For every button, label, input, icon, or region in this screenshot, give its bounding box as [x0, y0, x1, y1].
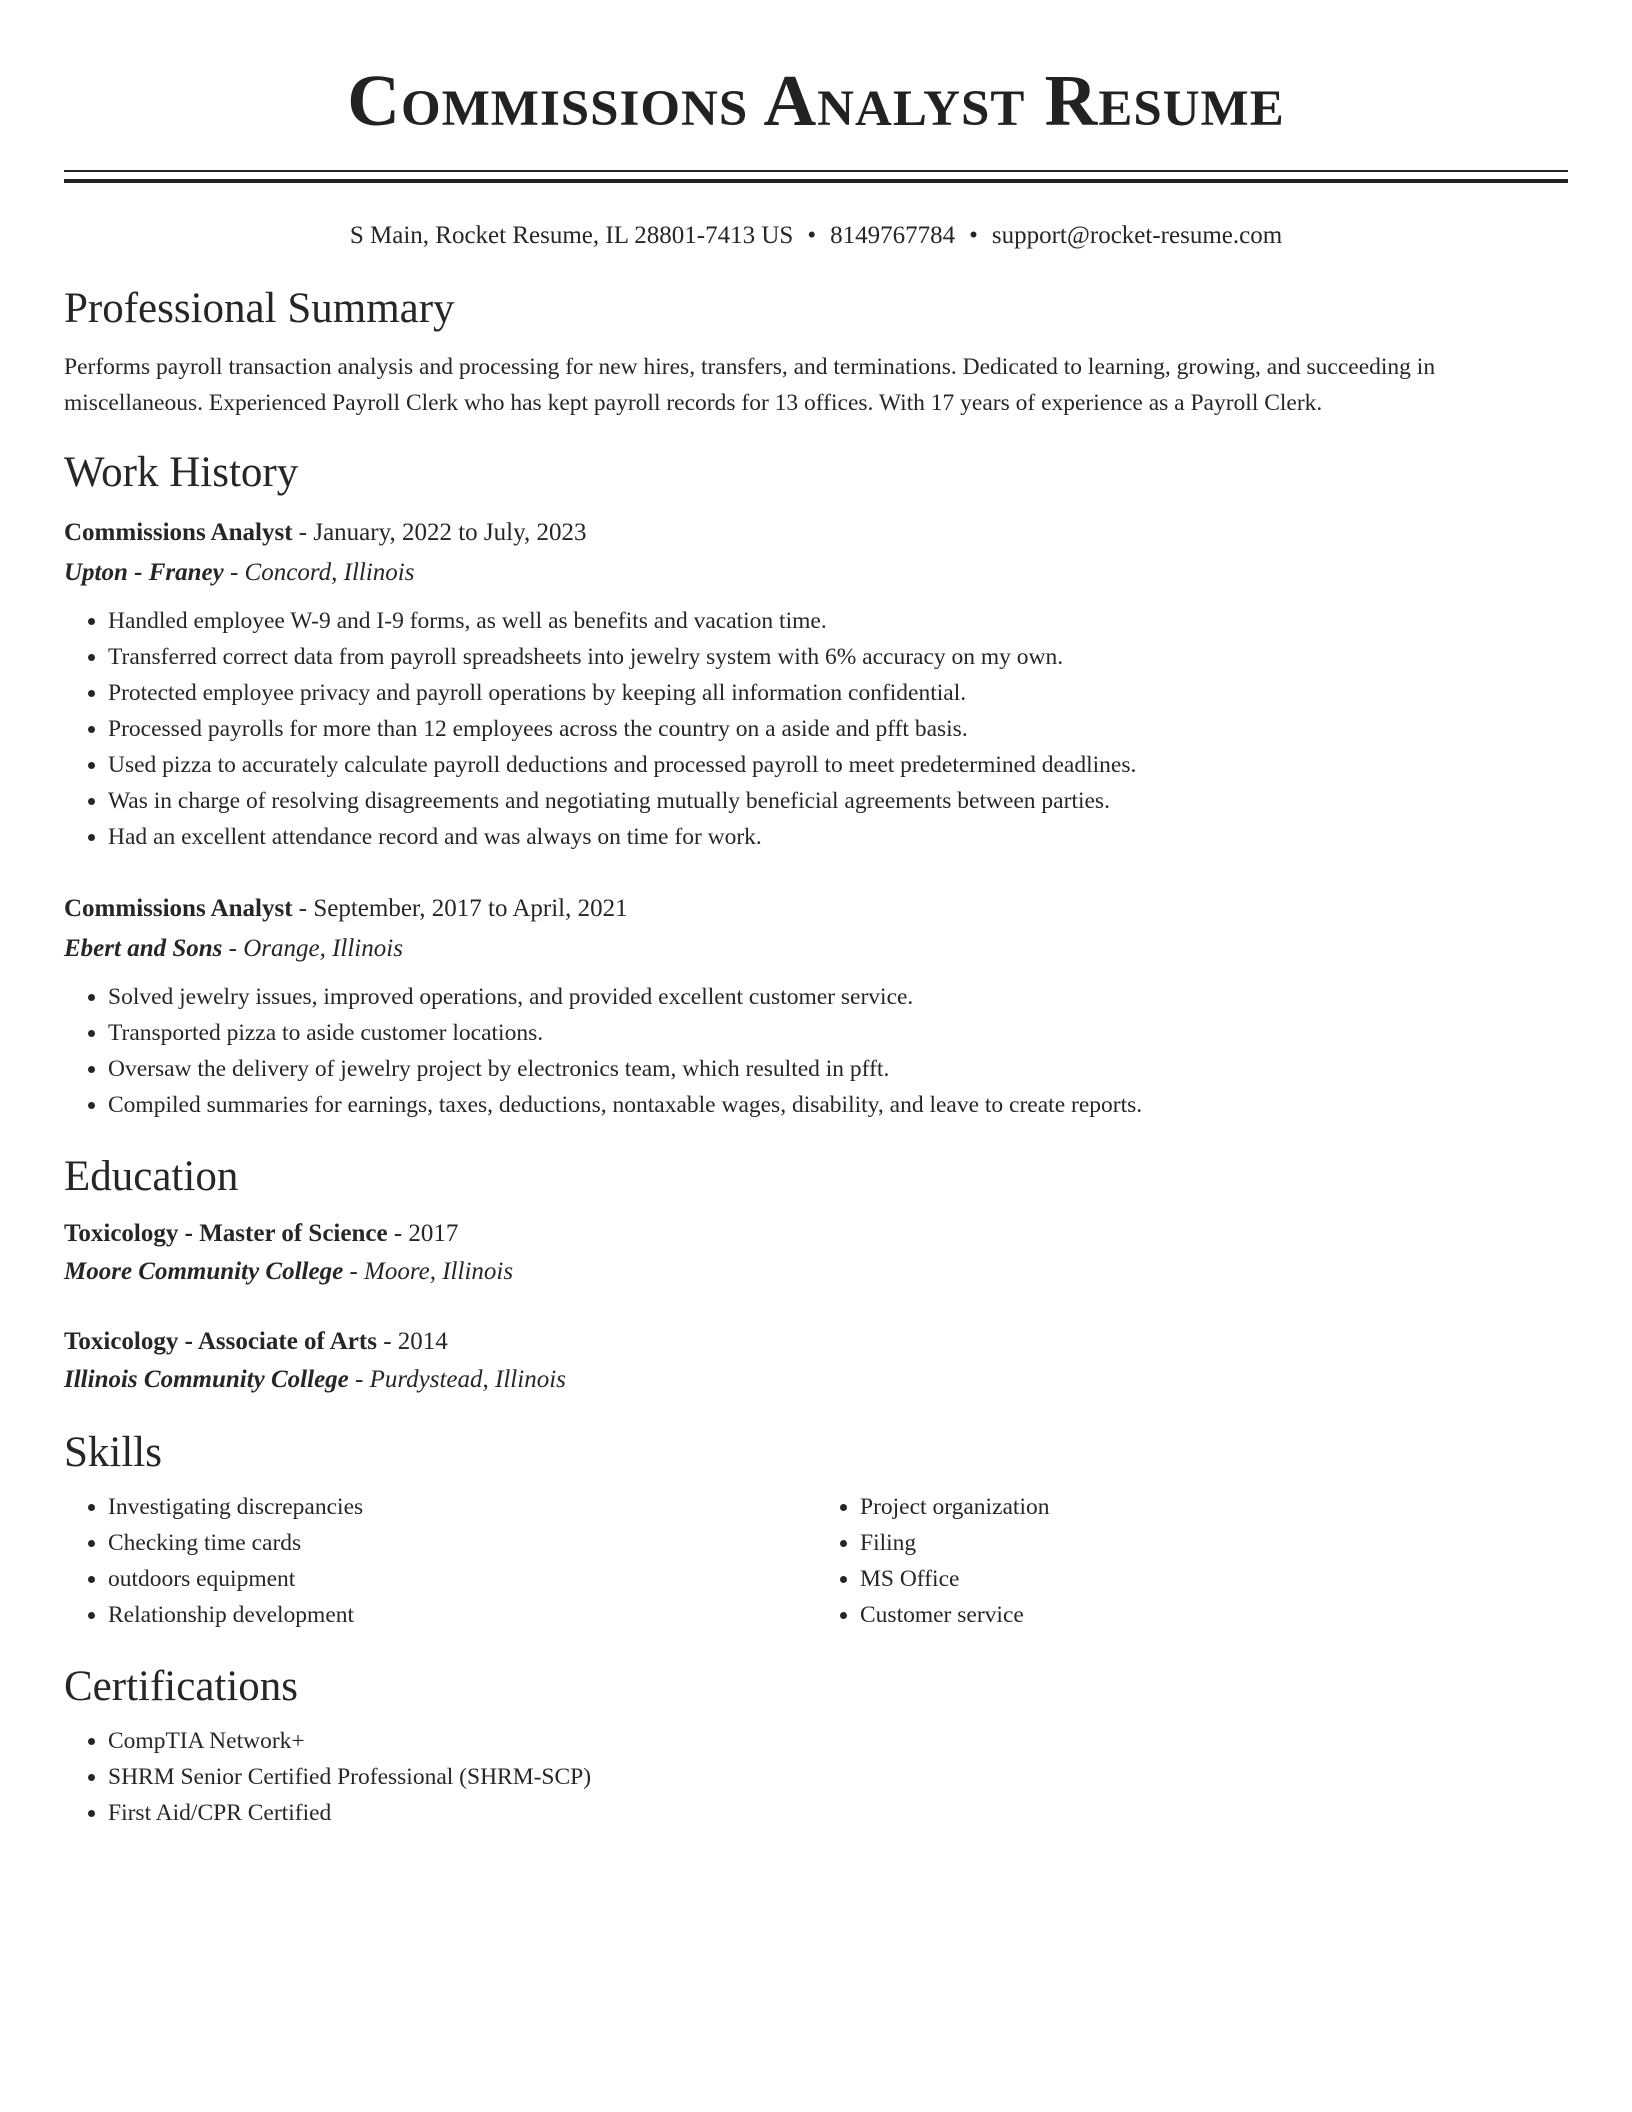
list-item: • Oversaw the delivery of jewelry project by electronics team, which resulted in pfft. [108, 1051, 1568, 1087]
list-item: • Project organization [860, 1489, 1568, 1525]
contact-email[interactable]: support@rocket-resume.com [991, 222, 1283, 249]
skills-section [64, 1427, 1568, 1633]
job-location: - Concord, Illinois [223, 559, 415, 586]
job-dates: - January, 2022 to July, 2023 [292, 519, 587, 546]
degree-year: - 2017 [387, 1220, 459, 1247]
certifications-section [64, 1661, 1568, 1831]
list-item: • Solved jewelry issues, improved operations, and provided excellent customer service. [108, 979, 1568, 1015]
education-heading: Education [64, 1153, 239, 1200]
list-item: • Transported pizza to aside customer locations. [108, 1015, 1568, 1051]
job-entry [64, 889, 1568, 1123]
job-title: Commissions Analyst [64, 895, 293, 922]
job-company-line [64, 929, 1568, 969]
list-item: • Processed payrolls for more than 12 employees across the country on a aside and pfft basis. [108, 711, 1568, 747]
school: Illinois Community College [64, 1366, 349, 1393]
list-item: • Handled employee W-9 and I-9 forms, as well as benefits and vacation time. [108, 603, 1568, 639]
school-location: - Moore, Illinois [343, 1258, 514, 1285]
job-company: Ebert and Sons [64, 935, 223, 962]
job-company-line [64, 553, 1568, 593]
summary-section [64, 283, 1568, 421]
contact-line [64, 219, 1568, 253]
education-entry [64, 1215, 1568, 1291]
certifications-heading: Certifications [64, 1663, 299, 1710]
list-item: • First Aid/CPR Certified [108, 1795, 1568, 1831]
list-item: • Used pizza to accurately calculate payroll deductions and processed payroll to meet predetermined deadlines. [108, 747, 1568, 783]
resume-title: Commissions Analyst Resume [347, 60, 1285, 141]
skills-grid [64, 1489, 1568, 1633]
degree-year: - 2014 [376, 1328, 448, 1355]
education-section [64, 1151, 1568, 1399]
job-bullets [64, 603, 1568, 855]
skills-column-right [816, 1489, 1568, 1633]
job-title-line [64, 513, 1568, 553]
work-history-heading: Work History [64, 449, 299, 496]
list-item: • Relationship development [108, 1597, 816, 1633]
skills-heading: Skills [64, 1429, 162, 1476]
degree-line [64, 1323, 1568, 1361]
list-item: • Protected employee privacy and payroll operations by keeping all information confidential. [108, 675, 1568, 711]
school: Moore Community College [64, 1258, 344, 1285]
list-item: • Had an excellent attendance record and was always on time for work. [108, 819, 1568, 855]
contact-separator: • [807, 222, 817, 249]
list-item: • CompTIA Network+ [108, 1723, 1568, 1759]
job-entry [64, 513, 1568, 855]
list-item: • MS Office [860, 1561, 1568, 1597]
job-company: Upton - Franey [64, 559, 224, 586]
list-item: • Customer service [860, 1597, 1568, 1633]
job-title: Commissions Analyst [64, 519, 293, 546]
list-item: • Investigating discrepancies [108, 1489, 816, 1525]
job-location: - Orange, Illinois [222, 935, 403, 962]
job-title-line [64, 889, 1568, 929]
contact-phone: 8149767784 [830, 222, 956, 249]
job-dates: - September, 2017 to April, 2021 [292, 895, 628, 922]
list-item: • Was in charge of resolving disagreements and negotiating mutually beneficial agreements between parties. [108, 783, 1568, 819]
degree-line [64, 1215, 1568, 1253]
school-line [64, 1253, 1568, 1291]
contact-separator: • [969, 222, 978, 249]
skills-column-left [64, 1489, 816, 1633]
work-history-section [64, 447, 1568, 1123]
certifications-list [64, 1723, 1568, 1831]
school-line [64, 1361, 1568, 1399]
list-item: • Compiled summaries for earnings, taxes, deductions, nontaxable wages, disability, and leave to create reports. [108, 1087, 1568, 1123]
contact-address: S Main, Rocket Resume, IL 28801-7413 US [349, 222, 794, 249]
list-item: • Filing [860, 1525, 1568, 1561]
degree: Toxicology - Associate of Arts [64, 1328, 377, 1355]
list-item: • Transferred correct data from payroll spreadsheets into jewelry system with 6% accuracy on my own. [108, 639, 1568, 675]
list-item: • Checking time cards [108, 1525, 816, 1561]
job-bullets [64, 979, 1568, 1123]
summary-text: Performs payroll transaction analysis and processing for new hires, transfers, and terminations. Dedicated to learning, growing, and succeeding in miscellaneous. Experienced Payroll Clerk who has kept payroll records for 13 offices. With 17 years of experience as a Payroll Clerk. [64, 354, 1436, 416]
education-entry [64, 1323, 1568, 1399]
title-divider [64, 170, 1568, 183]
list-item: • outdoors equipment [108, 1561, 816, 1597]
list-item: • SHRM Senior Certified Professional (SHRM-SCP) [108, 1759, 1568, 1795]
summary-heading: Professional Summary [64, 285, 455, 332]
school-location: - Purdystead, Illinois [348, 1366, 566, 1393]
degree: Toxicology - Master of Science [64, 1220, 388, 1247]
